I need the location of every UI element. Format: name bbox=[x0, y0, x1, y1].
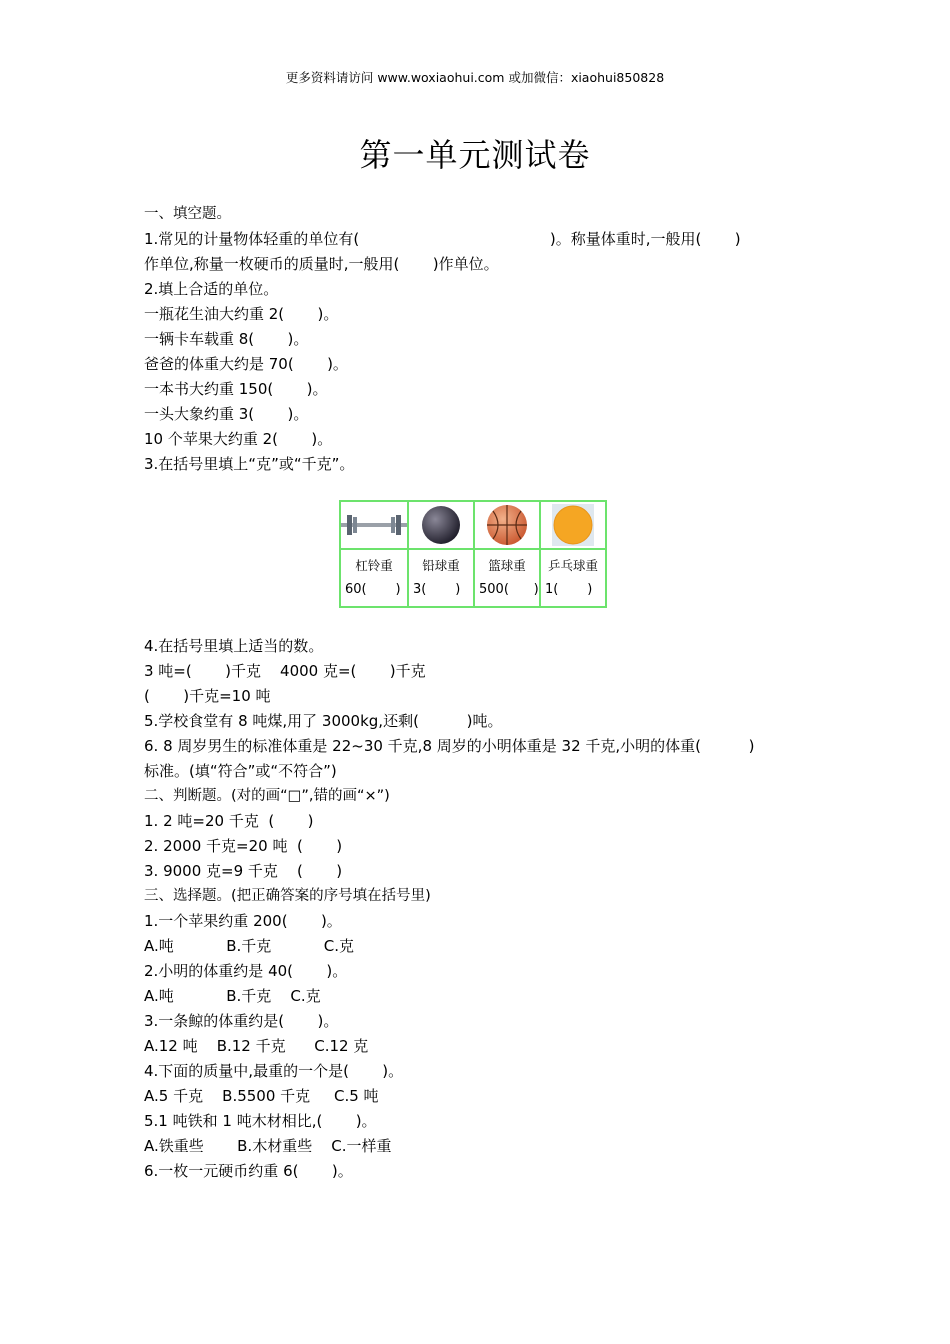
question-line: 5.学校食堂有 8 吨煤,用了 3000kg,还剩( )吨。 bbox=[144, 712, 503, 730]
page-title: 第一单元测试卷 bbox=[359, 136, 591, 174]
answer-options: A.吨 B.千克 C.克 bbox=[144, 987, 321, 1005]
item-value: 3( ) bbox=[413, 582, 461, 597]
item-value: 1( ) bbox=[545, 582, 593, 597]
header-note: 更多资料请访问 www.woxiaohui.com 或加微信：xiaohui850828 bbox=[285, 70, 665, 85]
question-line: 一头大象约重 3( )。 bbox=[144, 405, 309, 423]
weights-table bbox=[339, 500, 607, 608]
question-line: 10 个苹果大约重 2( )。 bbox=[144, 430, 333, 448]
barbell-icon bbox=[341, 511, 407, 539]
table-cell-label bbox=[340, 549, 408, 607]
question-line: 3.在括号里填上“克”或“千克”。 bbox=[144, 455, 355, 473]
question-line: 3 吨=( )千克 4000 克=( )千克 bbox=[144, 662, 426, 680]
question-line: 作单位,称量一枚硬币的质量时,一般用( )作单位。 bbox=[144, 255, 499, 273]
shot-put-icon bbox=[421, 505, 461, 545]
worksheet-content bbox=[144, 202, 814, 1184]
table-cell-image bbox=[340, 501, 408, 549]
table-cell-label bbox=[474, 549, 540, 607]
question-line: 6. 8 周岁男生的标准体重是 22~30 千克,8 周岁的小明体重是 32 千克,小明的体重( ) bbox=[144, 737, 755, 755]
question-line: 一瓶花生油大约重 2( )。 bbox=[144, 305, 339, 323]
table-cell-image bbox=[474, 501, 540, 549]
table-cell-label bbox=[408, 549, 474, 607]
question-line: 2.填上合适的单位。 bbox=[144, 280, 279, 298]
question-line: 一辆卡车载重 8( )。 bbox=[144, 330, 309, 348]
answer-options: A.12 吨 B.12 千克 C.12 克 bbox=[144, 1037, 369, 1055]
answer-options: A.吨 B.千克 C.克 bbox=[144, 937, 354, 955]
basketball-icon bbox=[486, 504, 528, 546]
question-line: 4.在括号里填上适当的数。 bbox=[144, 637, 324, 655]
question-line: 4.下面的质量中,最重的一个是( )。 bbox=[144, 1062, 404, 1080]
item-label: 铅球重 bbox=[422, 558, 460, 573]
question-line: 5.1 吨铁和 1 吨木材相比,( )。 bbox=[144, 1112, 377, 1130]
section-heading: 一、填空题。 bbox=[144, 206, 231, 222]
question-line: 1. 2 吨=20 千克 ( ) bbox=[144, 812, 314, 830]
question-line: 1.一个苹果约重 200( )。 bbox=[144, 912, 342, 930]
question-line: 2.小明的体重约是 40( )。 bbox=[144, 962, 348, 980]
item-label: 乒乓球重 bbox=[547, 558, 598, 573]
question-line: 标准。(填“符合”或“不符合”) bbox=[144, 762, 337, 780]
question-line: 3.一条鲸的体重约是( )。 bbox=[144, 1012, 339, 1030]
section-heading: 三、选择题。(把正确答案的序号填在括号里) bbox=[144, 888, 431, 904]
question-line: 2. 2000 千克=20 吨 ( ) bbox=[144, 837, 343, 855]
item-value: 500( ) bbox=[479, 582, 539, 597]
item-label: 篮球重 bbox=[488, 558, 526, 573]
question-line: 3. 9000 克=9 千克 ( ) bbox=[144, 862, 343, 880]
table-cell-label bbox=[540, 549, 606, 607]
answer-options: A.5 千克 B.5500 千克 C.5 吨 bbox=[144, 1087, 379, 1105]
question-line: ( )千克=10 吨 bbox=[144, 687, 271, 705]
answer-options: A.铁重些 B.木材重些 C.一样重 bbox=[144, 1137, 392, 1155]
question-line: 爸爸的体重大约是 70( )。 bbox=[144, 355, 348, 373]
question-line: 1.常见的计量物体轻重的单位有( )。称量体重时,一般用( ) bbox=[144, 230, 741, 248]
question-line: 6.一枚一元硬币约重 6( )。 bbox=[144, 1162, 353, 1180]
table-cell-image bbox=[540, 501, 606, 549]
question-line: 一本书大约重 150( )。 bbox=[144, 380, 328, 398]
item-value: 60( ) bbox=[345, 582, 401, 597]
item-label: 杠铃重 bbox=[355, 558, 393, 573]
ping-pong-ball-icon bbox=[552, 504, 594, 546]
table-cell-image bbox=[408, 501, 474, 549]
section-heading: 二、判断题。(对的画“□”,错的画“×”) bbox=[144, 788, 390, 804]
